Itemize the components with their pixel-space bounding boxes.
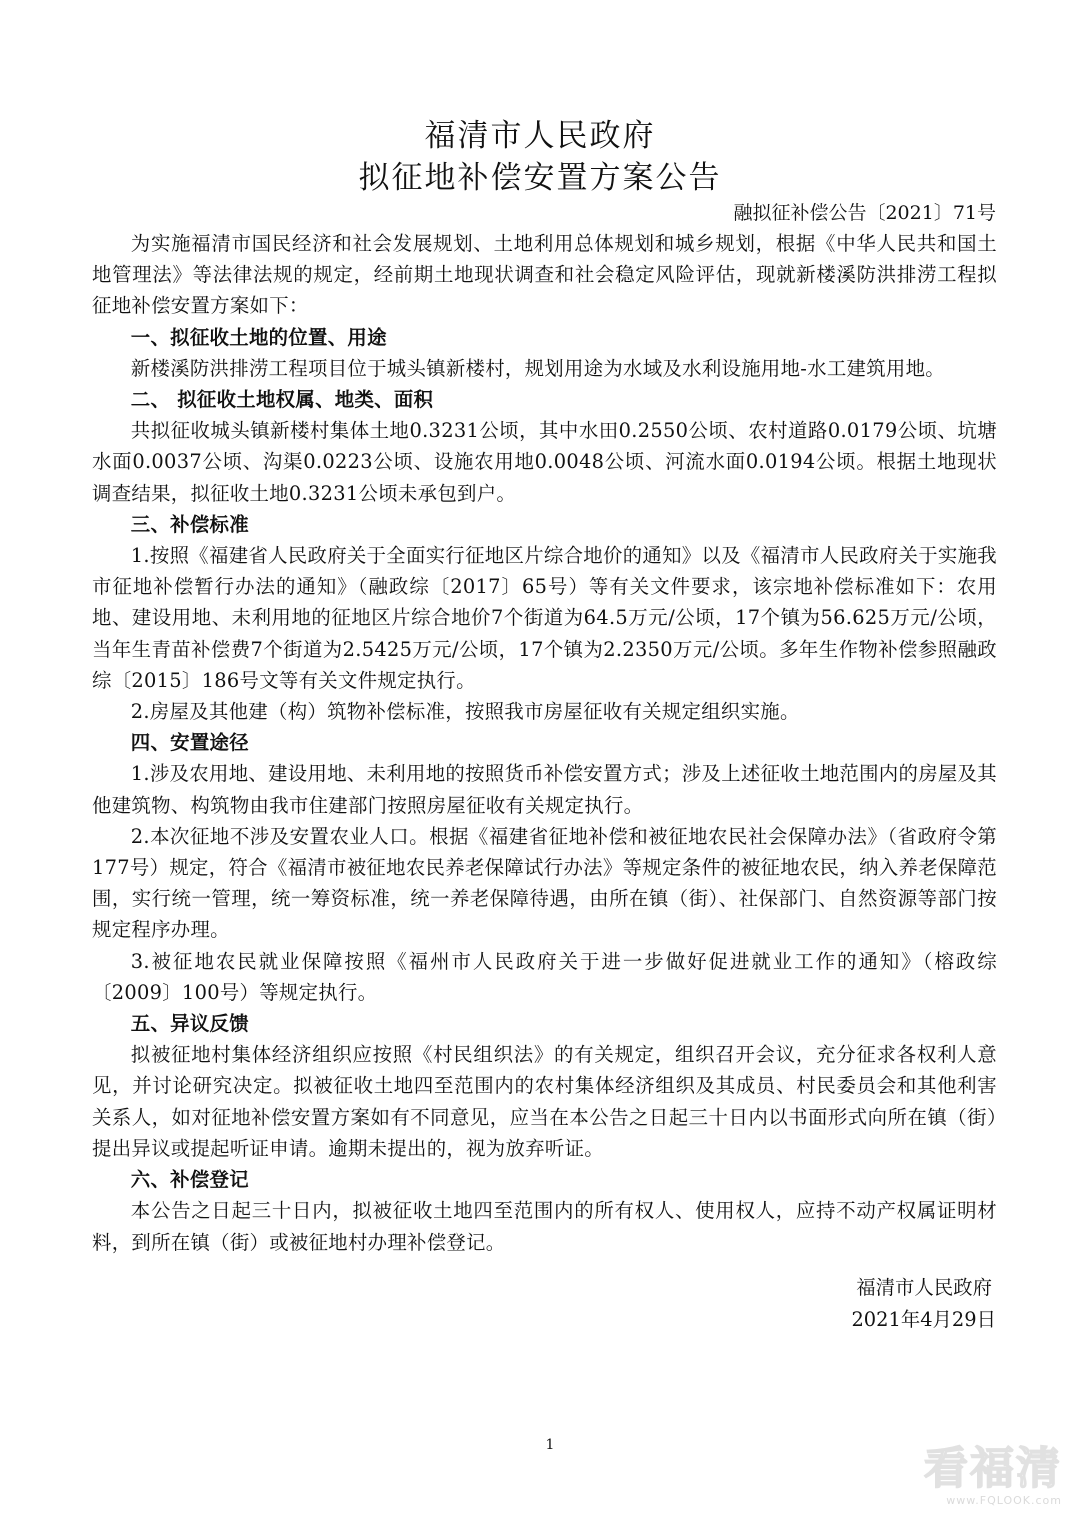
section-heading-compensation: 三、补偿标准 (130, 512, 249, 536)
page-number: 1 (545, 1437, 555, 1453)
section-paragraph: 2.房屋及其他建（构）筑物补偿标准，按照我市房屋征收有关规定组织实施。 (130, 700, 800, 724)
intro-paragraph: 为实施福清市国民经济和社会发展规划、土地利用总体规划和城乡规划，根据《中华人民共和国土地管理法》等法律法规的规定，经前期土地现状调查和社会稳定风险评估，现就新楼溪防洪排涝工程拟征地补偿安置方案如下： (92, 232, 997, 318)
section-paragraph: 新楼溪防洪排涝工程项目位于城头镇新楼村，规划用途为水域及水利设施用地-水工建筑用地。 (130, 356, 945, 380)
watermark-text: 看福清 (924, 1443, 1062, 1494)
watermark-logo (924, 1444, 1062, 1507)
section-paragraph: 共拟征收城头镇新楼村集体土地0.3231公顷，其中水田0.2550公顷、农村道路0.0179公顷、坑塘水面0.0037公顷、沟渠0.0223公顷、设施农用地0.0048公顷、河流水面0.0194公顷。根据土地现状调查结果，拟征收土地0.3231公顷未承包到户。 (92, 419, 997, 505)
section-paragraph: 3.被征地农民就业保障按照《福州市人民政府关于进一步做好促进就业工作的通知》（榕政综〔2009〕100号）等规定执行。 (92, 949, 997, 1004)
document-number: 融拟征补偿公告〔2021〕71号 (733, 202, 996, 224)
section-paragraph: 拟被征地村集体经济组织应按照《村民组织法》的有关规定，组织召开会议，充分征求各权利人意见，并讨论研究决定。拟被征收土地四至范围内的农村集体经济组织及其成员、村民委员会和其他利害关系人，如对征地补偿安置方案如有不同意见，应当在本公告之日起三十日内以书面形式向所在镇（街）提出异议或提起听证申请。逾期未提出的，视为放弃听证。 (92, 1043, 997, 1160)
section-heading-registration: 六、补偿登记 (130, 1168, 249, 1192)
document-body (92, 228, 997, 1258)
section-heading-resettlement: 四、安置途径 (130, 731, 249, 755)
section-heading-objection: 五、异议反馈 (130, 1012, 249, 1036)
section-paragraph: 本公告之日起三十日内，拟被征收土地四至范围内的所有权人、使用权人，应持不动产权属证明材料，到所在镇（街）或被征地村办理补偿登记。 (92, 1199, 997, 1254)
section-heading-ownership: 二、 拟征收土地权属、地类、面积 (130, 388, 434, 412)
document-title-line1: 福清市人民政府 (424, 118, 656, 154)
signature-issuer: 福清市人民政府 (856, 1276, 992, 1299)
section-paragraph: 2.本次征地不涉及安置农业人口。根据《福建省征地补偿和被征地农民社会保障办法》（省政府令第177号）规定，符合《福清市被征地农民养老保障试行办法》等规定条件的被征地农民，纳入养老保障范围，实行统一管理，统一筹资标准，统一养老保障待遇，由所在镇（街）、社保部门、自然资源等部门按规定程序办理。 (92, 824, 997, 942)
section-paragraph: 1.按照《福建省人民政府关于全面实行征地区片综合地价的通知》以及《福清市人民政府关于实施我市征地补偿暂行办法的通知》（融政综〔2017〕65号）等有关文件要求，该宗地补偿标准如下：农用地、建设用地、未利用地的征地区片综合地价7个街道为64.5万元/公顷，17个镇为56.625万元/公顷，当年生青苗补偿费7个街道为2.5425万元/公顷，17个镇为2.2350万元/公顷。多年生作物补偿参照融政综〔2015〕186号文等有关文件规定执行。 (92, 544, 997, 692)
section-heading-location: 一、拟征收土地的位置、用途 (130, 325, 387, 349)
signature-date: 2021年4月29日 (851, 1308, 996, 1331)
document-title-line2: 拟征地补偿安置方案公告 (358, 160, 722, 196)
section-paragraph: 1.涉及农用地、建设用地、未利用地的按照货币补偿安置方式；涉及上述征收土地范围内的房屋及其他建筑物、构筑物由我市住建部门按照房屋征收有关规定执行。 (92, 762, 997, 817)
watermark-url: www.FQLOOK.com (946, 1494, 1062, 1507)
